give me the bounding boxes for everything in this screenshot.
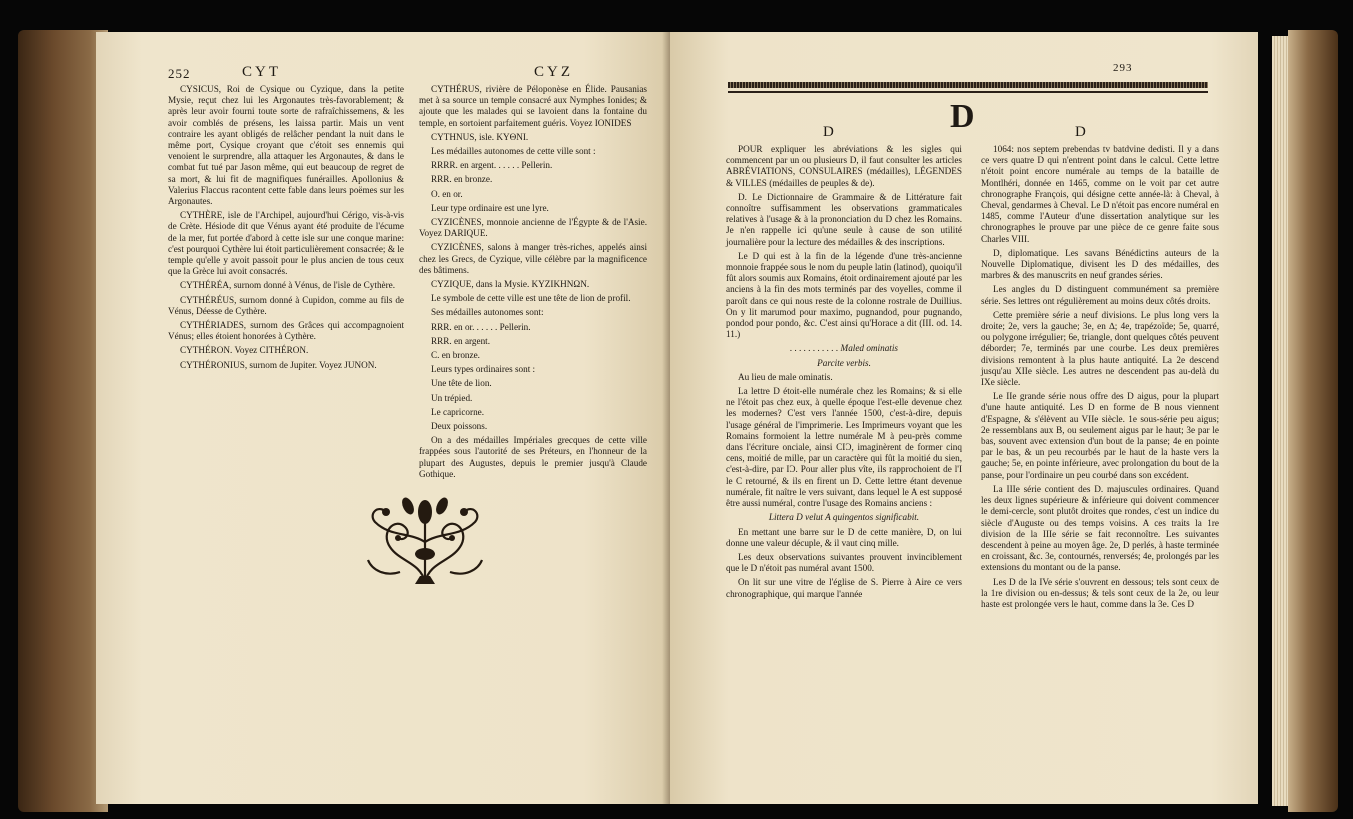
- left-column-1: [168, 84, 404, 374]
- paragraph: RRR. en bronze.: [431, 174, 493, 185]
- paragraph: Le D qui est à la fin de la légende d'une très-ancienne monnoie frappée sous le nom du peuple latin (latinod), quoiqu'il fût alors soumis aux Romains, étoit ordinairement ajouté par les anciens à la fin des mots terminés par des voyelles, comme il paroît dans ce qui nous reste de la colonne rostrale de Duillius. On y lit marumod pour maximo, pugnandod, pour pugnando, pondod pour pondo, &c. C'est ainsi qu'Horace a dit (III. od. 14. 11.): [726, 250, 962, 340]
- right-column-1: [726, 144, 962, 603]
- open-book: [18, 22, 1338, 812]
- left-page: [96, 32, 670, 804]
- header-rule: [728, 82, 1208, 88]
- paragraph: POUR expliquer les abréviations & les sigles qui commencent par un ou plusieurs D, il faut consulter les articles ABRÉVIATIONS, CONSULAIRES (médailles), LÉGENDES & VILLES (médailles de peuples & de).: [726, 144, 962, 188]
- header-rule-thin: [728, 91, 1208, 93]
- column-head-left: D: [823, 124, 834, 140]
- paragraph: CYTHÉRÉUS, surnom donné à Cupidon, comme au fils de Vénus, Déesse de Cythère.: [168, 294, 404, 316]
- paragraph: Les angles du D distinguent communément sa première série. Ses lettres ont régulièrement au moins deux côtés droits.: [981, 284, 1219, 306]
- left-column-2: [419, 84, 647, 483]
- paragraph: CYTHÉRONIUS, surnom de Jupiter. Voyez JUNON.: [180, 359, 377, 370]
- paragraph: Les médailles autonomes de cette ville sont :: [431, 146, 596, 157]
- paragraph: On lit sur une vitre de l'église de S. Pierre à Aire ce vers chronographique, qui marque l'année: [726, 577, 962, 599]
- paragraph: Littera D velut A quingentos significabit.: [768, 512, 920, 523]
- paragraph: Deux poissons.: [431, 421, 488, 432]
- right-column-2: [981, 144, 1219, 613]
- paragraph: CYTHÉRUS, rivière de Péloponèse en Élide. Pausanias met à sa source un temple consacré aux Nymphes Ionides; & ajoute que les malades qui se lavoient dans la fontaine du temple, en sortoient parfaitement guéris. Voyez IONIDES: [419, 84, 647, 128]
- paragraph: Leurs types ordinaires sont :: [431, 364, 536, 375]
- floral-vignette-icon: [360, 492, 490, 587]
- paragraph: CYZICÈNES, salons à manger très-riches, appelés ainsi chez les Grecs, de Cyzique, ville célèbre par la magnificence des bâtimens.: [419, 242, 647, 275]
- paragraph: Parcite verbis.: [817, 357, 871, 368]
- paragraph: RRRR. en argent. . . . . . Pellerin.: [431, 160, 553, 171]
- column-head-right: D: [1075, 124, 1086, 140]
- paragraph: Cette première série a neuf divisions. Le plus long vers la droite; 2e, vers la gauche; 3e, en ∆; 4e, trapézoïde; 5e, quarré, ou polygone irrégulier; 6e, triangle, dont quelques côtés peuvent déborder; 7e, terminés par une courbe. Les deux premières divisions remontent à la plus haute antiquité. La 2e descend jusqu'au XIIe siècle. Les autres ne descendent pas au-delà du IXe siècle.: [981, 309, 1219, 388]
- paragraph: Les deux observations suivantes prouvent invinciblement que le D n'étoit pas numéral avant 1500.: [726, 551, 962, 574]
- paragraph: . . . . . . . . . . . Maled ominatis: [790, 343, 898, 354]
- paragraph: D, diplomatique. Les savans Bénédictins auteurs de la Nouvelle Diplomatique, divisent les D des médailles, des marbres & des manuscrits en neuf grandes séries.: [981, 247, 1219, 281]
- paragraph: CYZIQUE, dans la Mysie. KYZIKHNΩN.: [431, 279, 590, 290]
- paragraph: On a des médailles Impériales grecques de cette ville frappées sous l'autorité de ses Préteurs, en l'honneur de la plupart des Augustes, depuis le premier jusqu'à Claude Gothique.: [419, 435, 647, 479]
- paragraph: C. en bronze.: [431, 350, 480, 361]
- page-number: 252: [168, 66, 191, 81]
- paragraph: Au lieu de male ominatis.: [738, 371, 833, 382]
- paragraph: En mettant une barre sur le D de cette manière, D, on lui donne une valeur décuple, & il vaut cinq mille.: [726, 526, 962, 548]
- right-cover: [1288, 30, 1338, 812]
- running-head-right: CYZ: [534, 64, 573, 80]
- paragraph: CYTHÉRÉA, surnom donné à Vénus, de l'isle de Cythère.: [180, 280, 396, 291]
- page-number-right: 293: [1113, 62, 1133, 74]
- section-letter: D: [950, 98, 975, 135]
- paragraph: Un trépied.: [431, 392, 473, 403]
- paragraph: La lettre D étoit-elle numérale chez les Romains; & si elle ne l'étoit pas chez eux, à quelle époque l'est-elle devenue chez les modernes? C'est vers l'année 1500, c'est-à-dire, depuis l'usage général de l'imprimerie. Les Imprimeurs voyant que les Romains formoient la lettre numérale M à peu-près comme dans l'écriture onciale, ainsi CIƆ, imaginèrent de former cinq cens, moitié de mille, par un caractère qui fût la moitié du sien, c'est-à-dire, par IƆ. Pour aller plus vîte, ils rapprochoient de l'I le C retourné, & ils en firent un D. Cette lettre étant devenue numérale, fit naître le vers suivant, dans lequel le A est supposé être aussi numéral, contre l'usage des Romains anciens :: [726, 386, 962, 509]
- paragraph: Une tête de lion.: [431, 378, 492, 389]
- paragraph: CYSICUS, Roi de Cysique ou Cyzique, dans la petite Mysie, reçut chez lui les Argonautes très-favorablement; & après leur avoir fourni toute sorte de rafraîchissemens, & les avoir comblés de présens, les laissa partir. Mais un vent contraire les ayant obligés de relâcher pendant la nuit dans le même port, Cysique croyant que c'étoit ses ennemis qui venoient le surprendre, alla attaquer les Argonautes, & dans le combat fut tué par Jason même, qui eut beaucoup de regret de sa mort, & lui fit de magnifiques funérailles. Apollonius & Valerius Flaccus racontent cette fable dans leurs poëmes sur les Argonautes.: [168, 84, 404, 207]
- paragraph: D. Le Dictionnaire de Grammaire & de Littérature fait connoître suffisamment les observations grammaticales relatives à l'usage & à la prononciation du D chez les Romains. Je n'en rappelle ici qu'une seule à cause de son utilité journalière pour la lecture des médailles & des inscriptions.: [726, 191, 962, 247]
- paragraph: Le symbole de cette ville est une tête de lion de profil.: [431, 293, 631, 304]
- paragraph: O. en or.: [431, 188, 463, 199]
- paragraph: Le capricorne.: [431, 406, 485, 417]
- running-head-left: CYT: [242, 64, 281, 80]
- paragraph: CYTHÉRON. Voyez CITHÉRON.: [180, 345, 309, 356]
- right-page: [670, 32, 1258, 804]
- paragraph: CYZICÈNES, monnoie ancienne de l'Égypte & de l'Asie. Voyez DARIQUE.: [419, 217, 647, 239]
- paragraph: CYTHÉRIADES, surnom des Grâces qui accompagnoient Vénus; elles étoient honorées à Cythère.: [168, 320, 404, 342]
- left-cover: [18, 30, 108, 812]
- paragraph: CYTHÈRE, isle de l'Archipel, aujourd'hui Cérigo, vis-à-vis de Crète. Hésiode dit que Vénus ayant été produite de l'écume de la mer, fut portée d'abord à cette isle sur une conque marine: c'est pourquoi Cythère lui étoit particulièrement consacrée; & le temple qu'elle y avoit passoit pour le plus ancien de tous ceux que la Grèce lui avoit consacrés.: [168, 210, 404, 277]
- paragraph: Le IIe grande série nous offre des D aigus, pour la plupart d'une haute antiquité. Les D en forme de B nous viennent d'Espagne, & s'élèvent au VIIe siècle. 1e sous-série peu aigus; 2e ressemblans aux B, ou seulement aigus par le haut; 3e par le bas, souvent avec extension d'un bout de la panse; 4e en pointe par le bas, & un peu recourbés par le haut de la haste vers la gauche; 5e, en pointe inférieure, avec prolongation du bout de la panse, pour l'ordinaire un peu courbé dans son excédent.: [981, 391, 1219, 480]
- paragraph: Leur type ordinaire est une lyre.: [431, 202, 549, 213]
- paragraph: CYTHNUS, isle. KYΘNI.: [431, 131, 529, 142]
- paragraph: La IIIe série contient des D. majuscules ordinaires. Quand les deux lignes supérieure & inférieure qui doivent commencer le demi-cercle, sont plutôt droites que rondes, c'est un indice du siècle d'Auguste ou des temps voisins. A ces traits la 1re division de la IIIe série se fait reconnoître. Les suivantes descendent à peine au moyen âge. 2e, D perlés, à haste terminée en croissant, &c. 3e, contournés, renversés; 4e, prolongés par les extensions du montant ou de la panse.: [981, 483, 1219, 573]
- paragraph: RRR. en argent.: [431, 335, 491, 346]
- paragraph: 1064: nos septem prebendas tv batdvine dedisti. Il y a dans ce vers quatre D qui n'entrent point dans le calcul. Cette lettre n'étoit point encore numérale au temps de la bataille de Montlhéri, donnée en 1465, comme on le voit par cet autre chronographe François, qui désigne cette année-là: à Cheval, à Cheval, gendarmes à Cheval. Le D n'étoit pas encore numéral en 1485, comme l'Auteur d'une dissertation analytique sur les chronographes le prouve par une pièce de ce genre faite sous Charles VIII.: [981, 144, 1219, 244]
- paragraph: Ses médailles autonomes sont:: [431, 307, 544, 318]
- paragraph: RRR. en or. . . . . . Pellerin.: [431, 321, 531, 332]
- paragraph: Les D de la IVe série s'ouvrent en dessous; tels sont ceux de la 1re division ou en-dessus; & tels sont ceux de la 2e, ou leur haste est prolongée vers le haut, comme dans la 3e. Ces D: [981, 576, 1219, 609]
